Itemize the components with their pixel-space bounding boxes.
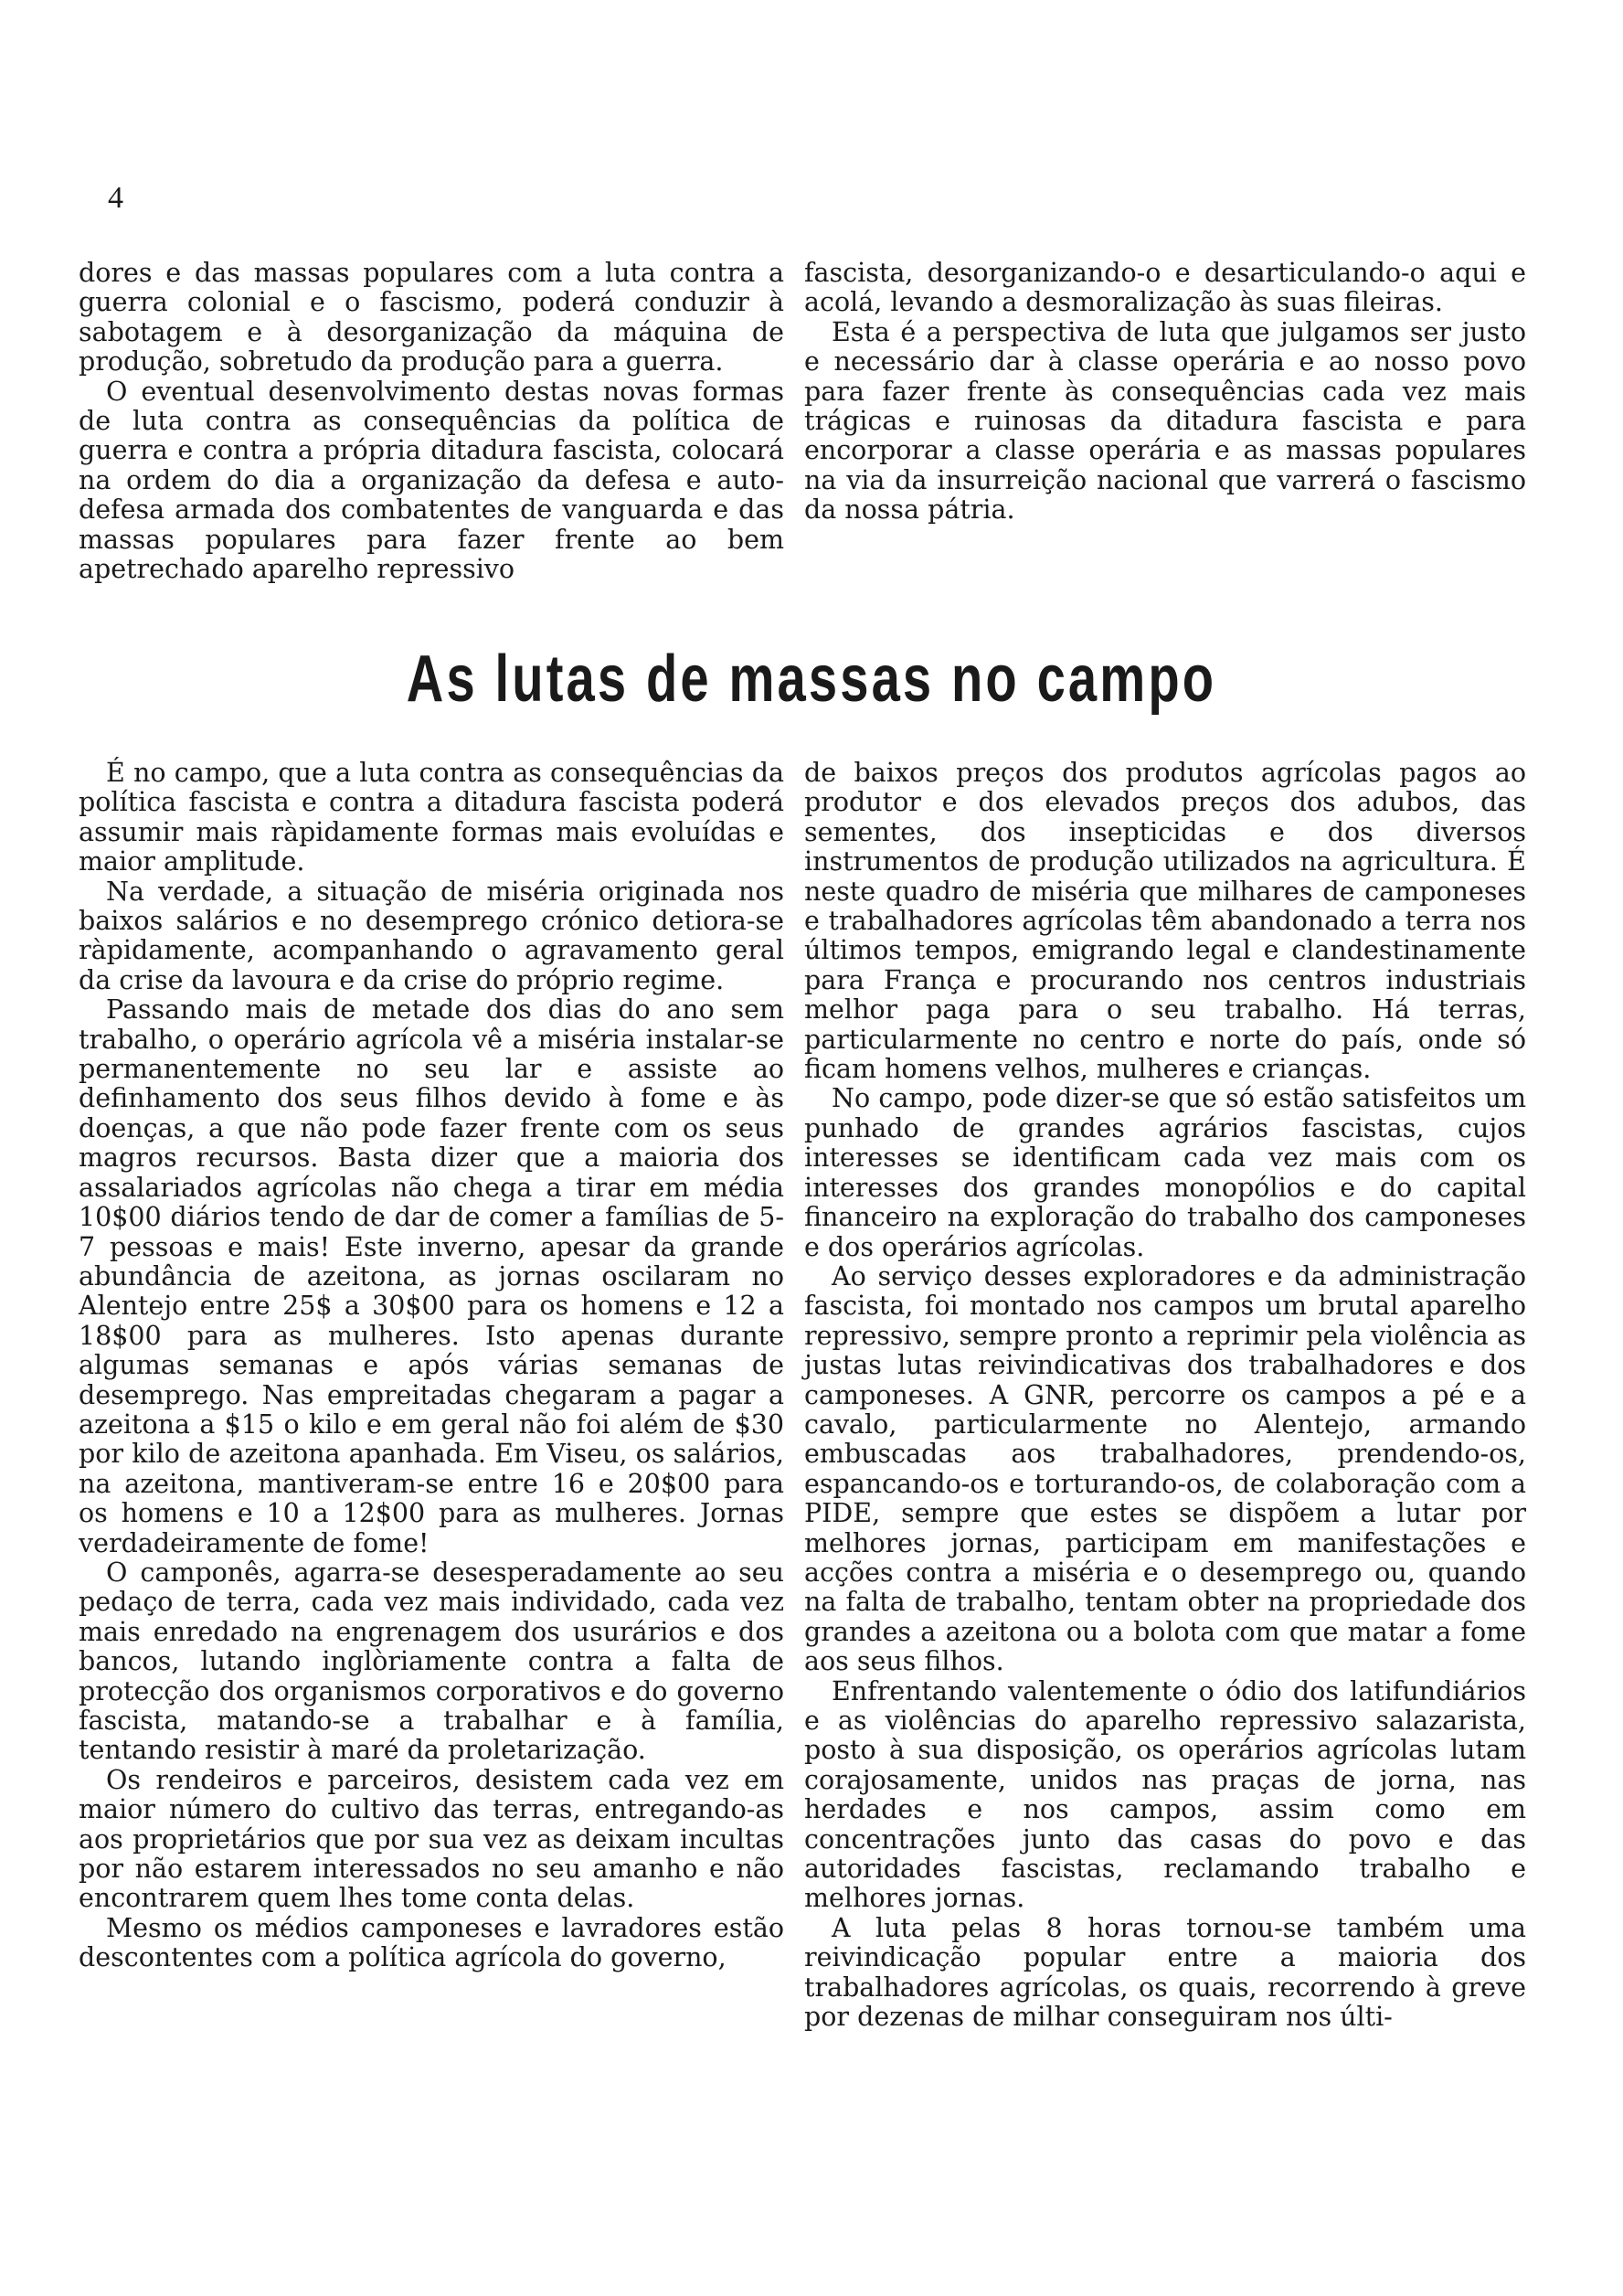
article-left-column xyxy=(79,759,784,1973)
top-right-paragraph-2: Esta é a perspectiva de luta que julgamos ser justo e necessário dar à classe operária e ao nosso povo para fazer frente às consequências cada vez mais trágicas e ruinosas da ditadura fascista e para encorporar a classe operária e as massas populares na via da insurreição nacional que varrerá o fascismo da nossa pátria. xyxy=(804,316,1526,526)
article-right-paragraph-5: A luta pelas 8 horas tornou-se também uma reivindicação popular entre a maioria dos trabalhadores agrícolas, os quais, recorrendo à greve por dezenas de milhar conseguiram nos últi- xyxy=(804,1912,1526,2033)
top-left-paragraph-1: dores e das massas populares com a luta contra a guerra colonial e o fascismo, poderá conduzir à sabotagem e à desorganização da máquina de produção, sobretudo da produção para a guerra. xyxy=(79,258,784,377)
article-left-paragraph-1: É no campo, que a luta contra as consequências da política fascista e contra a ditadura fascista poderá assumir mais ràpidamente formas mais evoluídas e maior amplitude. xyxy=(79,758,784,877)
article-left-paragraph-6: Mesmo os médios camponeses e lavradores estão descontentes com a política agrícola do governo, xyxy=(79,1912,784,1973)
top-right-column xyxy=(804,259,1526,526)
article-right-paragraph-4: Enfrentando valentemente o ódio dos latifundiários e as violências do aparelho repressivo salazarista, posto à sua disposição, os operários agrícolas lutam corajosamente, unidos nas praças de jorna, nas herdades e nos campos, assim como em concentrações junto das casas do povo e das autoridades fascistas, reclamando trabalho e melhores jornas. xyxy=(804,1675,1526,1914)
article-right-paragraph-2: No campo, pode dizer-se que só estão satisfeitos um punhado de grandes agrários fascistas, cujos interesses se identificam cada vez mais com os interesses dos grandes monopólios e do capital financeiro na exploração do trabalho dos camponeses e dos operários agrícolas. xyxy=(804,1083,1526,1262)
article-right-paragraph-1: de baixos preços dos produtos agrícolas pagos ao produtor e dos elevados preços dos adubos, das sementes, dos insepticidas e dos diversos instrumentos de produção utilizados na agricultura. É neste quadro de miséria que milhares de camponeses e trabalhadores agrícolas têm abandonado a terra nos últimos tempos, emigrando legal e clandestinamente para França e procurando nos centros industriais melhor paga para o seu trabalho. Há terras, particularmente no centro e norte do país, onde só ficam homens velhos, mulheres e crianças. xyxy=(804,758,1526,1085)
article-left-paragraph-4: O camponês, agarra-se desesperadamente ao seu pedaço de terra, cada vez mais individado, cada vez mais enredado na engrenagem dos usurários e dos bancos, lutando inglòriamente contra a falta de protecção dos organismos corporativos e do governo fascista, matando-se a trabalhar e à família, tentando resistir à maré da proletarização. xyxy=(79,1557,784,1766)
top-left-column xyxy=(79,259,784,584)
article-right-column xyxy=(804,759,1526,2032)
article-right-paragraph-3: Ao serviço desses exploradores e da administração fascista, foi montado nos campos um brutal aparelho repressivo, sempre pronto a reprimir pela violência as justas lutas reivindicativas dos trabalhadores e dos camponeses. A GNR, percorre os campos a pé e a cavalo, particularmente no Alentejo, armando embuscadas aos trabalhadores, prendendo-os, espancando-os e torturando-os, de colaboração com a PIDE, sempre que estes se dispõem a lutar por melhores jornas, participam em manifestações e acções contra a miséria e o desemprego ou, quando na falta de trabalho, tentam obter na propriedade dos grandes a azeitona ou a bolota com que matar a fome aos seus filhos. xyxy=(804,1260,1526,1677)
top-right-paragraph-1: fascista, desorganizando-o e desarticulando-o aqui e acolá, levando a desmoralização às suas fileiras. xyxy=(804,258,1526,318)
top-left-paragraph-2: O eventual desenvolvimento destas novas formas de luta contra as consequências da política de guerra e contra a própria ditadura fascista, colocará na ordem do dia a organização da defesa e auto-defesa armada dos combatentes de vanguarda e das massas populares para fazer frente ao bem apetrechado aparelho repressivo xyxy=(79,376,784,585)
article-left-paragraph-3: Passando mais de metade dos dias do ano sem trabalho, o operário agrícola vê a miséria instalar-se permanentemente no seu lar e assiste ao definhamento dos seus filhos devido à fome e às doenças, a que não pode fazer frente com os seus magros recursos. Basta dizer que a maioria dos assalariados agrícolas não chega a tirar em média 10$00 diários tendo de dar de comer a famílias de 5-7 pessoas e mais! Este inverno, apesar da grande abundância de azeitona, as jornas oscilaram no Alentejo entre 25$ a 30$00 para os homens e 12 a 18$00 para as mulheres. Isto apenas durante algumas semanas e após várias semanas de desemprego. Nas empreitadas chegaram a pagar a azeitona a $15 o kilo e em geral não foi além de $30 por kilo de azeitona apanhada. Em Viseu, os salários, na azeitona, mantiveram-se entre 16 e 20$00 para os homens e 10 a 12$00 para as mulheres. Jornas verdadeiramente de fome! xyxy=(79,994,784,1558)
article-headline: As lutas de massas no campo xyxy=(406,643,1217,716)
article-left-paragraph-5: Os rendeiros e parceiros, desistem cada vez em maior número do cultivo das terras, entregando-as aos proprietários que por sua vez as deixam incultas por não estarem interessados no seu amanho e não encontrarem quem lhes tome conta delas. xyxy=(79,1764,784,1914)
article-left-paragraph-2: Na verdade, a situação de miséria originada nos baixos salários e no desemprego crónico detiora-se ràpidamente, acompanhando o agravamento geral da crise da lavoura e da crise do próprio regime. xyxy=(79,876,784,995)
page-number: 4 xyxy=(108,181,123,215)
